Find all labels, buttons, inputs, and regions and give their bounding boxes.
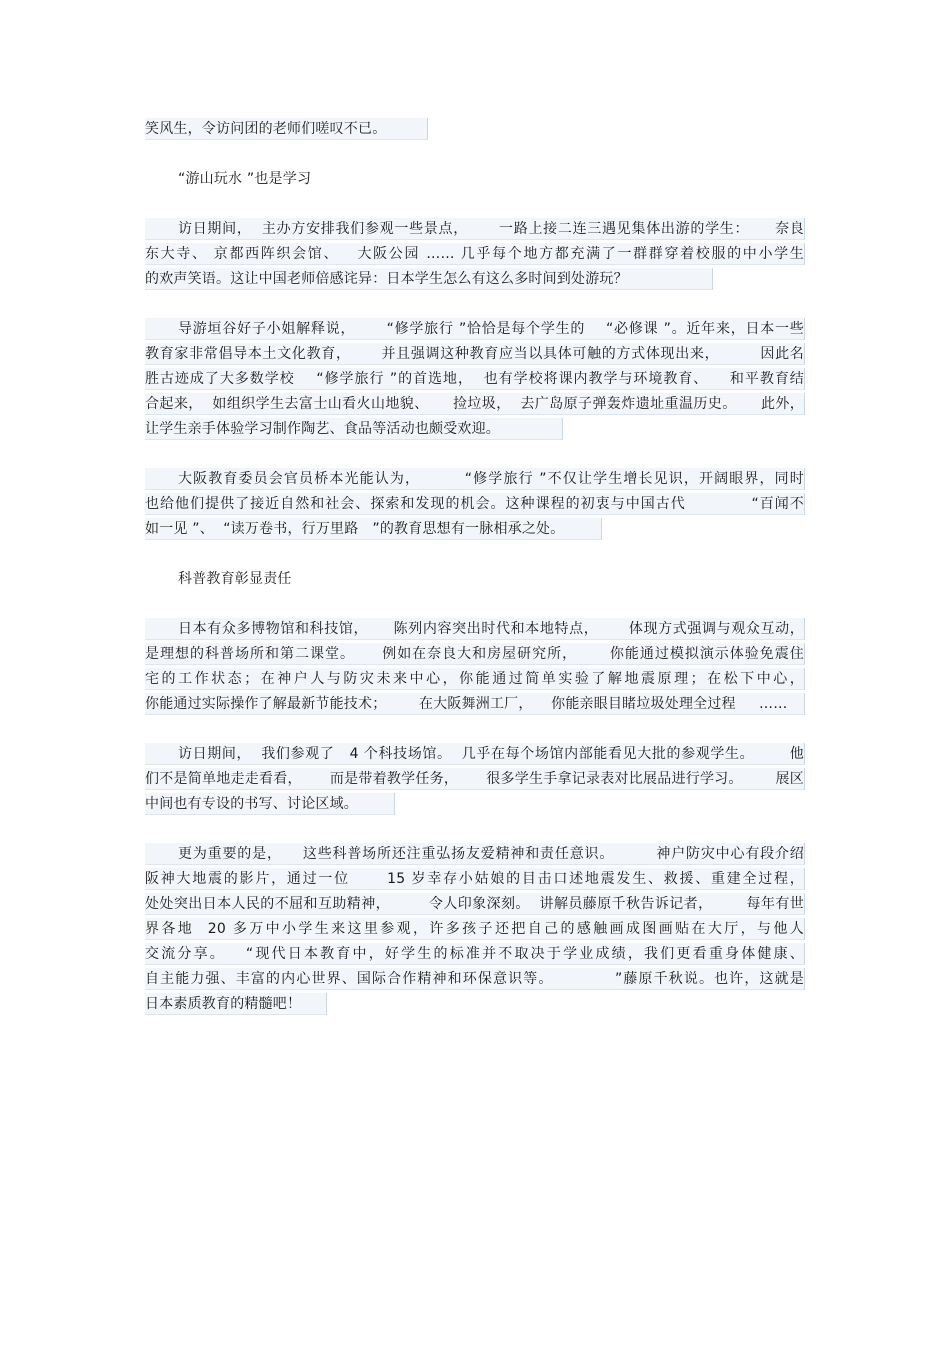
paragraph-line: 让学生亲手体验学习制作陶艺、食品等活动也颇受欢迎。 xyxy=(145,418,563,440)
paragraph-line: 中间也有专设的书写、讨论区域。 xyxy=(145,793,395,815)
paragraph-line: 更为重要的是， 这些科普场所还注重弘扬友爱精神和责任意识。 神户防灾中心有段介绍 xyxy=(145,843,805,865)
paragraph-line: 自主能力强、丰富的内心世界、国际合作精神和环保意识等。 ”藤原千秋说。也许，这就是 xyxy=(145,968,805,990)
paragraph-line: 阪神大地震的影片，通过一位 15 岁幸存小姑娘的目击口述地震发生、救援、重建全过程， xyxy=(145,868,805,890)
paragraph-line: 处处突出日本人民的不屈和互助精神， 令人印象深刻。 讲解员藤原千秋告诉记者， 每年有世 xyxy=(145,893,805,915)
paragraph-line: 东大寺、 京都西阵织会馆、 大阪公园 …… 几乎每个地方都充满了一群群穿着校服的中小学生 xyxy=(145,243,805,265)
paragraph-line: 导游垣谷好子小姐解释说， “修学旅行 ”恰恰是每个学生的 “必修课 ”。近年来，日本一些 xyxy=(145,318,805,340)
section-heading: “游山玩水 ”也是学习 xyxy=(178,171,312,187)
paragraph-line: 是理想的科普场所和第二课堂。 例如在奈良大和房屋研究所， 你能通过模拟演示体验免震住 xyxy=(145,643,805,665)
paragraph-line: 也给他们提供了接近自然和社会、探索和发现的机会。这种课程的初衷与中国古代 “百闻不 xyxy=(145,493,805,515)
paragraph-line: 笑风生，令访问团的老师们嗟叹不已。 xyxy=(145,118,428,140)
paragraph-line: 日本素质教育的精髓吧！ xyxy=(145,993,327,1015)
paragraph-line: 合起来， 如组织学生去富士山看火山地貌、 捡垃圾， 去广岛原子弹轰炸遗址重温历史。 此外， xyxy=(145,393,805,415)
paragraph-line: 教育家非常倡导本土文化教育， 并且强调这种教育应当以具体可触的方式体现出来， 因此名 xyxy=(145,343,805,365)
paragraph-line: 交流分享。 “现代日本教育中，好学生的标准并不取决于学业成绩，我们更看重身体健康、 xyxy=(145,943,805,965)
paragraph-line: 访日期间， 我们参观了 4 个科技场馆。 几乎在每个场馆内部能看见大批的参观学生。 他 xyxy=(145,743,805,765)
section-heading: 科普教育彰显责任 xyxy=(178,571,292,587)
paragraph-line: 日本有众多博物馆和科技馆， 陈列内容突出时代和本地特点， 体现方式强调与观众互动， xyxy=(145,618,805,640)
paragraph-line: 胜古迹成了大多数学校 “修学旅行 ”的首选地， 也有学校将课内教学与环境教育、 和平教育结 xyxy=(145,368,805,390)
paragraph-line: 的欢声笑语。这让中国老师倍感诧异：日本学生怎么有这么多时间到处游玩？ xyxy=(145,268,713,290)
paragraph-line: 如一见 ”、 “读万卷书，行万里路 ”的教育思想有一脉相承之处。 xyxy=(145,518,602,540)
paragraph-line: 你能通过实际操作了解最新节能技术； 在大阪舞洲工厂， 你能亲眼目睹垃圾处理全过程 …… xyxy=(145,693,805,715)
paragraph-line: 宅的工作状态；在神户人与防灾未来中心，你能通过简单实验了解地震原理；在松下中心， xyxy=(145,668,805,690)
paragraph-line: 界各地 20 多万中小学生来这里参观，许多孩子还把自己的感触画成图画贴在大厅，与他人 xyxy=(145,918,805,940)
paragraph-line: 们不是简单地走走看看， 而是带着教学任务， 很多学生手拿记录表对比展品进行学习。 展区 xyxy=(145,768,805,790)
paragraph-line: 大阪教育委员会官员桥本光能认为， “修学旅行 ”不仅让学生增长见识，开阔眼界，同时 xyxy=(145,468,805,490)
paragraph-line: 访日期间， 主办方安排我们参观一些景点， 一路上接二连三遇见集体出游的学生： 奈良 xyxy=(145,218,805,240)
